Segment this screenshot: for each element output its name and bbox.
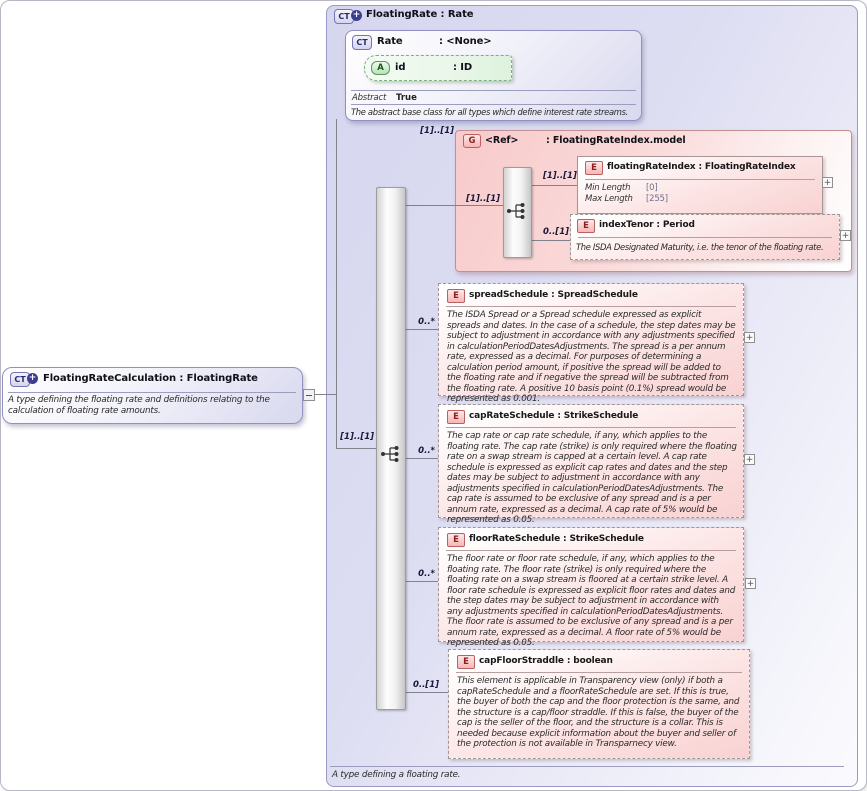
cardinality-label: [1]..[1] bbox=[466, 194, 500, 204]
group-type-suffix: : FloatingRateIndex.model bbox=[546, 135, 686, 146]
element-box-floatingRateIndex[interactable] bbox=[577, 156, 823, 214]
element-icon: E bbox=[577, 219, 595, 233]
connector-line bbox=[404, 581, 438, 582]
element-title: floatingRateIndex : FloatingRateIndex bbox=[607, 162, 796, 172]
minus-icon bbox=[306, 395, 312, 396]
plus-badge-icon: + bbox=[28, 373, 37, 383]
divider bbox=[456, 672, 742, 673]
facet-label: Max Length bbox=[585, 194, 633, 204]
element-title: indexTenor : Period bbox=[599, 220, 695, 230]
complex-type-icon: CT bbox=[352, 35, 372, 50]
base-type-suffix: : <None> bbox=[439, 36, 492, 47]
main-box-footer-description: A type defining a floating rate. bbox=[332, 770, 461, 780]
divider bbox=[8, 392, 296, 393]
cardinality-label: 0..* bbox=[418, 317, 435, 327]
connector-line bbox=[404, 458, 438, 459]
element-description: This element is applicable in Transparency view (only) if both a capRateSchedule and a floorRateSchedule are set. If this is true, the buyer of both the cap and the floor protection is the same, and the structure is a cap/floor straddle. If this is false, the buyer of the cap is the seller of the floor, and the structure is a collar. This is needed because explicit information about the buyer and seller of the protection is not available in Transparnecy view. bbox=[457, 676, 740, 749]
collapse-button[interactable] bbox=[303, 389, 315, 401]
element-box-capFloorStraddle[interactable] bbox=[448, 649, 750, 759]
connector-line bbox=[336, 119, 337, 449]
element-icon: E bbox=[457, 655, 475, 669]
left-box-title: FloatingRateCalculation : FloatingRate bbox=[43, 373, 258, 384]
group-icon: G bbox=[463, 134, 481, 148]
element-description: The ISDA Designated Maturity, i.e. the tenor of the floating rate. bbox=[576, 242, 824, 252]
facet-value: [0] bbox=[646, 183, 658, 193]
divider bbox=[578, 237, 832, 238]
element-title: floorRateSchedule : StrikeSchedule bbox=[469, 534, 644, 544]
cardinality-label: 0..* bbox=[418, 569, 435, 579]
element-icon: E bbox=[447, 410, 465, 424]
element-description: The floor rate or floor rate schedule, if any, which applies to the floating rate. The floor rate (strike) is only required where the floating rate on a swap stream is floored at a certain strike level. A floor rate schedule is expressed as explicit floor rates and dates and the step dates may be subject to adjustment in accordance with any adjustments specified in calculationPeriodDatesAdjustments. The floor rate is assumed to be exclusive of any spread and is a per annum rate, expressed as a decimal. A floor rate of 5% would be represented as 0.05. bbox=[447, 554, 736, 648]
connector-line bbox=[404, 329, 438, 330]
element-icon: E bbox=[585, 161, 603, 175]
element-box-floorRateSchedule[interactable] bbox=[438, 527, 744, 648]
expand-button[interactable]: + bbox=[745, 333, 754, 343]
footer-divider bbox=[330, 766, 844, 767]
attribute-box-id[interactable] bbox=[364, 55, 512, 81]
base-type-name: Rate bbox=[377, 36, 403, 47]
element-title: capRateSchedule : StrikeSchedule bbox=[469, 411, 639, 421]
element-box-spreadSchedule[interactable] bbox=[438, 283, 744, 404]
divider bbox=[351, 90, 636, 91]
element-box-capRateSchedule[interactable] bbox=[438, 404, 744, 525]
group-name: <Ref> bbox=[485, 135, 519, 146]
cardinality-label: [1]..[1] bbox=[420, 126, 454, 136]
cardinality-label: 0..[1] bbox=[542, 227, 569, 237]
sequence-icon bbox=[380, 444, 402, 464]
connector-line bbox=[530, 240, 570, 241]
element-icon: E bbox=[447, 289, 465, 303]
connector-line bbox=[336, 448, 376, 449]
connector-line bbox=[530, 185, 577, 186]
abstract-value: True bbox=[396, 93, 417, 103]
expand-button[interactable]: + bbox=[823, 178, 832, 188]
divider bbox=[351, 104, 636, 105]
complex-type-icon: CT bbox=[10, 372, 30, 387]
divider bbox=[585, 179, 815, 180]
abstract-label: Abstract bbox=[352, 93, 387, 103]
base-type-description: The abstract base class for all types which define interest rate streams. bbox=[351, 107, 628, 117]
expand-button[interactable]: + bbox=[746, 579, 755, 589]
element-icon: E bbox=[447, 533, 465, 547]
attribute-type: : ID bbox=[453, 62, 473, 73]
main-box-title: FloatingRate : Rate bbox=[366, 9, 474, 20]
divider bbox=[446, 550, 736, 551]
connector-line bbox=[315, 394, 336, 395]
element-title: capFloorStraddle : boolean bbox=[479, 656, 613, 666]
cardinality-label: [1]..[1] bbox=[340, 432, 374, 442]
facet-value: [255] bbox=[646, 194, 668, 204]
expand-button[interactable]: + bbox=[745, 455, 754, 465]
attribute-name: id bbox=[395, 62, 406, 73]
divider bbox=[446, 306, 736, 307]
complex-type-icon: CT bbox=[334, 9, 354, 24]
complex-type-box-FloatingRateCalculation[interactable] bbox=[2, 367, 303, 424]
sequence-icon bbox=[506, 201, 528, 221]
base-type-box-Rate[interactable] bbox=[345, 30, 642, 121]
divider bbox=[446, 427, 736, 428]
cardinality-label: [1]..[1] bbox=[543, 171, 577, 181]
left-box-description: A type defining the floating rate and definitions relating to the calculation of floating rate amounts. bbox=[8, 395, 270, 416]
expand-button[interactable]: + bbox=[841, 231, 850, 241]
connector-line bbox=[404, 692, 448, 693]
attribute-icon: A bbox=[371, 61, 390, 75]
element-box-indexTenor[interactable] bbox=[570, 214, 840, 260]
element-title: spreadSchedule : SpreadSchedule bbox=[469, 290, 638, 300]
plus-badge-icon: + bbox=[352, 10, 361, 20]
facet-label: Min Length bbox=[585, 183, 631, 193]
cardinality-label: 0..* bbox=[418, 446, 435, 456]
connector-line bbox=[404, 205, 503, 206]
element-description: The ISDA Spread or a Spread schedule expressed as explicit spreads and dates. In the case of a schedule, the step dates may be subject to adjustment in accordance with any adjustments specified in calculationPeriodDatesAdjustments. The spread is a per annum rate, expressed as a decimal. For purposes of determining a calculation period amount, if positive the spread will be added to the floating rate and if negative the spread will be subtracted from the floating rate. A positive 10 basis point (0.1%) spread would be represented as 0.001. bbox=[447, 310, 736, 404]
cardinality-label: 0..[1] bbox=[412, 680, 439, 690]
element-description: The cap rate or cap rate schedule, if any, which applies to the floating rate. The cap rate (strike) is only required where the floating rate on a swap stream is capped at a certain level. A cap rate schedule is expressed as explicit cap rates and dates and the step dates may be subject to adjustment in accordance with any adjustments specified in calculationPeriodDatesAdjustments. The cap rate is assumed to be exclusive of any spread and is a per annum rate, expressed as a decimal. A cap rate of 5% would be represented as 0.05. bbox=[447, 431, 737, 525]
